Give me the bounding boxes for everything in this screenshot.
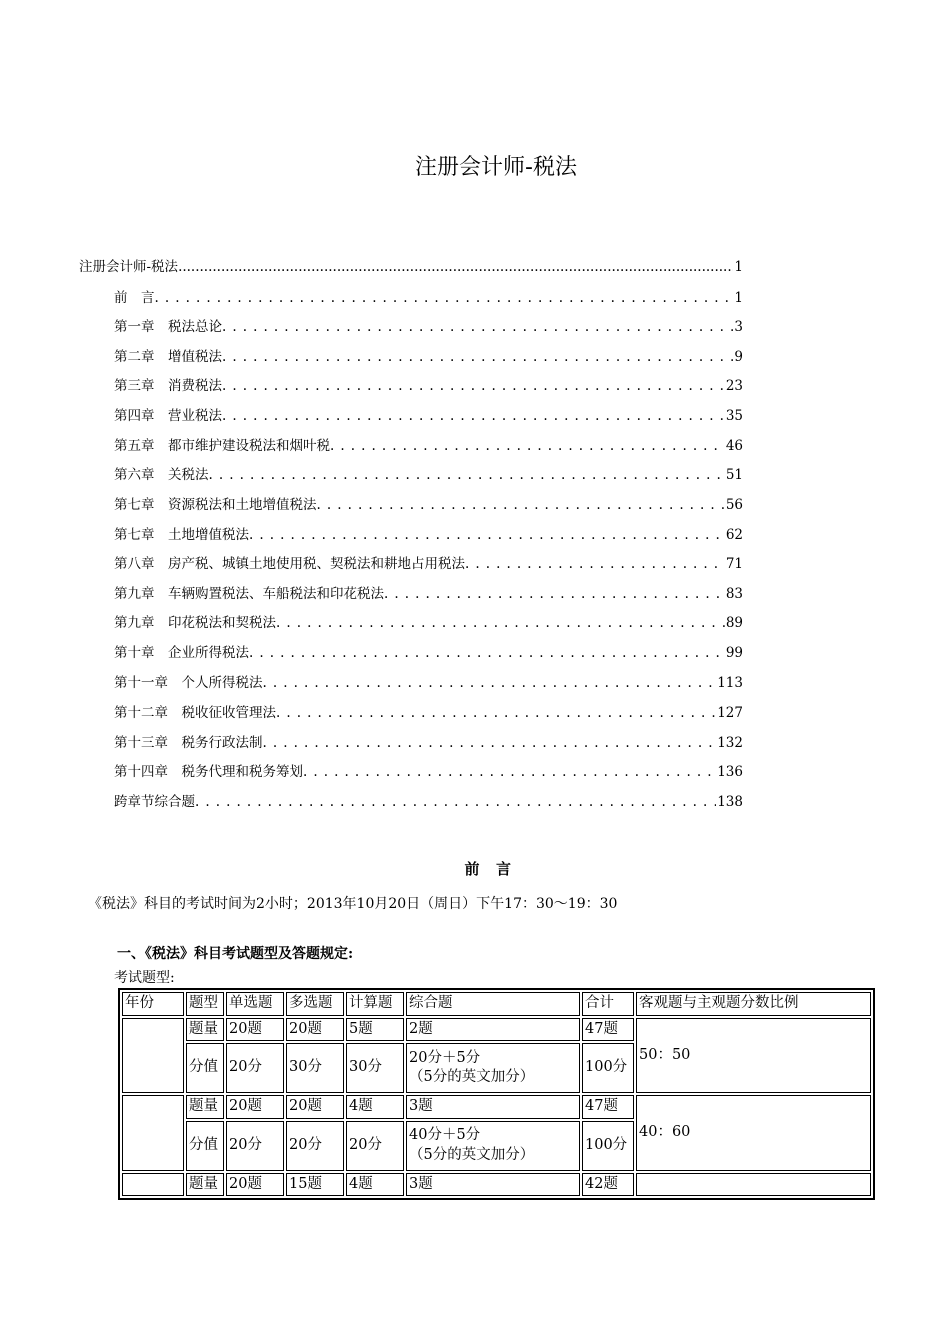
toc-entry-label: 第九章 车辆购置税法、车船税法和印花税法 [114, 586, 384, 602]
toc-entry-page: 71 [725, 556, 743, 572]
toc-entry-label: 第三章 消费税法 [114, 378, 222, 394]
toc-entry-label: 第一章 税法总论 [114, 319, 222, 335]
year-cell [122, 1018, 184, 1094]
table-cell: 20题 [226, 1095, 284, 1119]
ratio-cell [636, 1173, 871, 1197]
toc-leader-dots [330, 438, 725, 454]
table-cell: 4题 [346, 1173, 404, 1197]
table-cell: 20题 [286, 1095, 344, 1119]
section-heading: 一、《税法》科目考试题型及答题规定: [117, 946, 354, 962]
table-cell: 30分 [286, 1043, 344, 1093]
table-cell: 20分 [226, 1043, 284, 1093]
header-cell: 题型 [186, 992, 224, 1016]
table-cell: 15题 [286, 1173, 344, 1197]
toc-entry-label: 第四章 营业税法 [114, 408, 222, 424]
toc-entry-page: 62 [725, 527, 743, 543]
toc-entry-label: 第十二章 税收征收管理法 [114, 705, 276, 721]
toc-entry-label: 第十一章 个人所得税法 [114, 675, 263, 691]
toc-leader-dots [222, 349, 733, 365]
toc-entry-page: 138 [717, 794, 743, 810]
comp-score-note: （5分的英文加分） [409, 1146, 535, 1163]
table-cell: 20题 [226, 1173, 284, 1197]
toc-entry[interactable] [114, 582, 743, 602]
toc-leader-dots [303, 764, 716, 780]
toc-leader-dots [249, 645, 725, 661]
toc-entry[interactable] [114, 671, 743, 691]
table-cell: 20分 [226, 1121, 284, 1171]
toc-entry-label: 注册会计师-税法 [79, 259, 179, 275]
table-cell: 47题 [582, 1095, 634, 1119]
toc-leader-dots [276, 615, 725, 631]
header-cell: 客观题与主观题分数比例 [636, 992, 871, 1016]
toc-entry-page: 83 [725, 586, 743, 602]
toc-entry-label: 第十三章 税务行政法制 [114, 735, 263, 751]
header-cell: 合计 [582, 992, 634, 1016]
toc-entry-page: 46 [725, 438, 743, 454]
table-cell: 2题 [406, 1018, 580, 1042]
toc-entry-page: 89 [725, 615, 743, 631]
toc-leader-dots [465, 556, 725, 572]
header-cell: 综合题 [406, 992, 580, 1016]
toc-entry[interactable] [114, 790, 743, 810]
toc-entry[interactable] [114, 641, 743, 661]
comp-score-note: （5分的英文加分） [409, 1069, 535, 1086]
toc-leader-dots [249, 527, 725, 543]
header-cell: 多选题 [286, 992, 344, 1016]
table-row [122, 1095, 871, 1119]
toc-entry[interactable] [114, 523, 743, 543]
toc-leader-dots [195, 794, 716, 810]
toc-entry-label: 第八章 房产税、城镇土地使用税、契税法和耕地占用税法 [114, 556, 465, 572]
toc-leader-dots [276, 705, 716, 721]
ratio-cell: 50：50 [636, 1018, 871, 1094]
document-title: 注册会计师-税法 [415, 155, 577, 180]
toc-entry-page: 127 [717, 705, 743, 721]
toc-entry-label: 第九章 印花税法和契税法 [114, 615, 276, 631]
table-cell [406, 1043, 580, 1093]
toc-leader-dots [222, 408, 725, 424]
table-cell: 3题 [406, 1095, 580, 1119]
comp-score: 40分＋5分 [409, 1127, 481, 1144]
row-label-cell: 分值 [186, 1043, 224, 1093]
row-label-cell: 题量 [186, 1173, 224, 1197]
toc-entry[interactable] [114, 463, 743, 483]
preface-heading: 前言 [464, 860, 528, 878]
toc-entry-page: 113 [717, 675, 743, 691]
toc-entry-page: 136 [717, 764, 743, 780]
toc-entry-page: 132 [717, 735, 743, 751]
year-cell [122, 1095, 184, 1171]
toc-entry[interactable] [114, 552, 743, 572]
toc-entry-page: 99 [725, 645, 743, 661]
row-label-cell: 题量 [186, 1018, 224, 1042]
toc-entry-page: 35 [725, 408, 743, 424]
toc-leader-dots [263, 675, 717, 691]
exam-format-table [118, 988, 875, 1200]
toc-entry-label: 前 言 [114, 290, 155, 306]
toc-entry[interactable] [114, 404, 743, 424]
section-subtitle: 考试题型: [114, 970, 175, 986]
toc-entry[interactable] [114, 374, 743, 394]
table-row [122, 1018, 871, 1042]
toc-leader-dots [317, 497, 725, 513]
toc-entry[interactable] [114, 315, 743, 335]
toc-leader-dots [222, 319, 733, 335]
table-cell: 20分 [286, 1121, 344, 1171]
toc-leader-dots [155, 290, 734, 306]
toc-entry-label: 第七章 土地增值税法 [114, 527, 249, 543]
table-cell: 47题 [582, 1018, 634, 1042]
toc-entry[interactable] [79, 255, 743, 275]
toc-entry-label: 第二章 增值税法 [114, 349, 222, 365]
toc-leader-dots [178, 259, 733, 275]
toc-entry[interactable] [114, 760, 743, 780]
table-cell: 20分 [346, 1121, 404, 1171]
table-cell: 3题 [406, 1173, 580, 1197]
toc-leader-dots [384, 586, 725, 602]
toc-entry[interactable] [114, 611, 743, 631]
table-cell: 4题 [346, 1095, 404, 1119]
toc-entry-page: 3 [734, 319, 743, 335]
toc-entry[interactable] [114, 493, 743, 513]
header-cell: 年份 [122, 992, 184, 1016]
comp-score: 20分＋5分 [409, 1049, 481, 1066]
toc-entry[interactable] [114, 434, 743, 454]
table-cell: 100分 [582, 1043, 634, 1093]
toc-entry[interactable] [114, 701, 743, 721]
header-cell: 单选题 [226, 992, 284, 1016]
toc-entry-page: 1 [734, 259, 743, 275]
header-cell: 计算题 [346, 992, 404, 1016]
toc-entry-label: 第五章 都市维护建设税法和烟叶税 [114, 438, 330, 454]
toc-entry-page: 1 [734, 290, 743, 306]
toc-entry-label: 第七章 资源税法和土地增值税法 [114, 497, 317, 513]
table-header-row [122, 992, 871, 1016]
toc-entry[interactable] [114, 731, 743, 751]
toc-leader-dots [209, 467, 725, 483]
ratio-cell: 40：60 [636, 1095, 871, 1171]
preface-intro: 《税法》科目的考试时间为2小时；2013年10月20日（周日）下午17：30～19：30 [88, 896, 618, 912]
toc-entry-label: 第十四章 税务代理和税务筹划 [114, 764, 303, 780]
table-cell: 100分 [582, 1121, 634, 1171]
table-row [122, 1173, 871, 1197]
table-cell: 20题 [226, 1018, 284, 1042]
toc-entry-label: 跨章节综合题 [114, 794, 195, 810]
toc-leader-dots [222, 378, 725, 394]
year-cell [122, 1173, 184, 1197]
toc-entry-page: 23 [725, 378, 743, 394]
toc-entry[interactable] [114, 286, 743, 306]
toc-entry-label: 第六章 关税法 [114, 467, 209, 483]
table-cell: 42题 [582, 1173, 634, 1197]
table-cell: 5题 [346, 1018, 404, 1042]
toc-entry-page: 9 [734, 349, 743, 365]
toc-entry[interactable] [114, 345, 743, 365]
toc-entry-label: 第十章 企业所得税法 [114, 645, 249, 661]
toc-leader-dots [263, 735, 717, 751]
row-label-cell: 题量 [186, 1095, 224, 1119]
row-label-cell: 分值 [186, 1121, 224, 1171]
table-cell: 20题 [286, 1018, 344, 1042]
toc-entry-page: 56 [725, 497, 743, 513]
table-cell [406, 1121, 580, 1171]
table-cell: 30分 [346, 1043, 404, 1093]
toc-entry-page: 51 [725, 467, 743, 483]
